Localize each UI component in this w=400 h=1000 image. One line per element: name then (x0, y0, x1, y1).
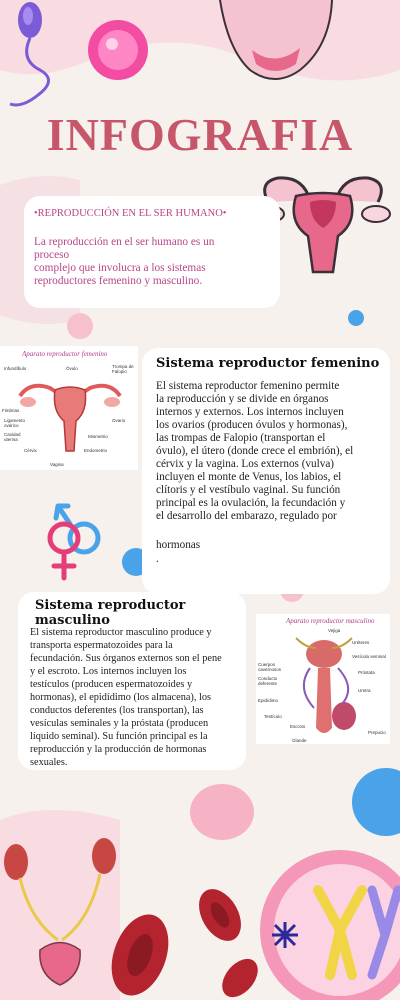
intro-heading: •REPRODUCCIÓN EN EL SER HUMANO• (34, 208, 227, 219)
egg-cell-illustration (88, 20, 148, 80)
intro-text: La reproducción en el ser humano es un proceso complejo que involucra a los sistemas reproductores femenino y masculino. (34, 236, 215, 287)
dot-blue-3 (352, 768, 400, 836)
chromosome-cell-illustration (260, 850, 400, 1000)
female-heading: Sistema reproductor femenino (156, 356, 380, 371)
top-wave (0, 0, 400, 80)
pink-cell-bottom (190, 784, 254, 840)
female-text-tail-dot: . (156, 553, 159, 565)
male-text-tail: sexuales. (30, 757, 68, 768)
male-heading: Sistema reproductor masculino (35, 598, 186, 628)
male-diagram-title: Aparato reproductor masculino (286, 617, 375, 625)
female-text-tail: hormonas (156, 539, 201, 551)
intro-card (24, 196, 280, 308)
female-card (142, 348, 390, 594)
dot-pink-1 (67, 313, 93, 339)
gender-symbols-icon (50, 506, 98, 578)
page-title: INFOGRAFIA (46, 109, 354, 160)
male-text: El sistema reproductor masculino produce y transporta espermatozoides para la fecundación. Sus órganos externos son el pene y el escroto. Los internos incluyen los testículos (producen espermatozoides y hormonas), el epidídimo (los almacena), los conductos deferentes (los transportan), las vesículas seminales y la próstata (producen líquido seminal). Su función principal es la reproducción y la producción de hormonas (30, 627, 222, 755)
dot-blue-1 (348, 310, 364, 326)
female-anatomy-drawing (10, 366, 130, 456)
male-diagram: Aparato reproductor masculino Vejiga Uréteres Vesícula seminal Cuerpos cavernosos Próstata Conducto deferente Uretra Epidídimo Testículo Escroto Glande Prepucio (256, 614, 390, 744)
female-diagram: Aparato reproductor femenino Infundíbulo Óvulo Trompa de Falopio Fimbrias Ligamento ovárico Cavidad uterina Cérvix Vagina Endometrio Miometrio Ovario (0, 346, 138, 470)
male-card (18, 592, 246, 770)
female-text: El sistema reproductor femenino permite la reproducción y se divide en órganos internos y externos. Los internos incluyen los ovarios (producen óvulos y hormonas), las trompas de Falopio (transportan el óvulo), el útero (donde crece el embrión), el cérvix y la vagina. Los externos (vulva) incluyen el monte de Venus, los labios, el clítoris y el vestíbulo vaginal. Su función principal es la ovulación, la fecundación y el desarrollo del embarazo, regulado por (156, 380, 354, 522)
blood-cells-illustration (101, 882, 265, 1000)
female-diagram-title: Aparato reproductor femenino (22, 350, 108, 358)
